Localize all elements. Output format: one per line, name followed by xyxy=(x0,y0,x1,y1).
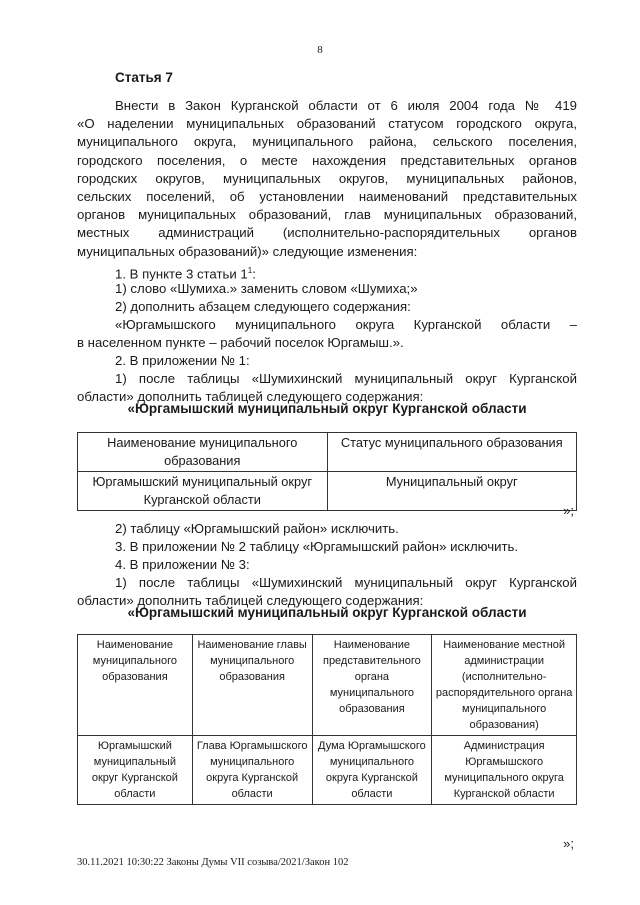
table-2 xyxy=(77,634,577,805)
item-1-text: 1. В пункте 3 статьи 1 xyxy=(115,266,248,282)
item-4-1-line: области» дополнить таблицей следующего содержания: xyxy=(77,593,424,609)
item-4: 4. В приложении № 3: xyxy=(115,557,250,572)
table-cell: Юргамышский муниципальный округ Курганской области xyxy=(78,472,328,511)
quote-end: »; xyxy=(563,503,574,518)
table-2-title: «Юргамышский муниципальный округ Курганской области xyxy=(127,605,527,620)
table-1 xyxy=(77,432,577,511)
intro-line: городского поселения, о месте нахождения представительных органов xyxy=(77,152,577,168)
table-cell: Наименование представительного органа муниципального образования xyxy=(312,635,432,736)
table-cell: Наименование муниципального образования xyxy=(78,635,193,736)
item-2: 2. В приложении № 1: xyxy=(115,353,250,368)
table-cell: Глава Юргамышского муниципального округа Курганской области xyxy=(192,736,312,805)
item-2-1-line: области» дополнить таблицей следующего содержания: xyxy=(77,389,424,405)
table-cell: Наименование главы муниципального образования xyxy=(192,635,312,736)
intro-line: Внести в Закон Курганской области от 6 июля 2004 года № 419 xyxy=(115,98,577,113)
page-number: 8 xyxy=(317,44,323,56)
item-3: 3. В приложении № 2 таблицу «Юргамышский район» исключить. xyxy=(115,539,519,554)
intro-line: местных администраций (исполнительно-распорядительных органов xyxy=(77,225,577,241)
intro-line: сельских поселений, об установлении наименований представительных xyxy=(77,189,577,205)
item-4-1-line: 1) после таблицы «Шумихинский муниципальный округ Курганской xyxy=(115,575,577,590)
table-cell: Муниципальный округ xyxy=(327,472,577,511)
table-cell: Дума Юргамышского муниципального округа Курганской области xyxy=(312,736,432,805)
quote-end: »; xyxy=(563,836,574,851)
intro-line: муниципальных образований)» следующие изменения: xyxy=(77,243,418,259)
table-cell: Юргамышский муниципальный округ Курганской области xyxy=(78,736,193,805)
table-cell: Администрация Юргамышского муниципального округа Курганской области xyxy=(432,736,577,805)
footer-stamp: 30.11.2021 10:30:22 Законы Думы VII созыва/2021/Закон 102 xyxy=(77,857,349,868)
table-cell: Наименование муниципального образования xyxy=(78,433,328,472)
intro-line: «О наделении муниципальных образований статусом городского округа, xyxy=(77,116,577,132)
quote-line: «Юргамышского муниципального округа Курганской области – xyxy=(115,317,577,332)
article-title: Статья 7 xyxy=(115,70,173,85)
item-1-suffix: : xyxy=(252,266,256,282)
table-row xyxy=(78,635,577,736)
quote-block xyxy=(77,316,577,352)
quote-line: в населенном пункте – рабочий поселок Юргамыш.». xyxy=(77,335,404,351)
table-cell: Статус муниципального образования xyxy=(327,433,577,472)
intro-line: городских округов, муниципальных округов, муниципальных районов, xyxy=(77,170,577,186)
item-1-1: 1) слово «Шумиха.» заменить словом «Шумиха;» xyxy=(115,281,418,296)
item-1-2: 2) дополнить абзацем следующего содержания: xyxy=(115,299,411,314)
item-2-1-line: 1) после таблицы «Шумихинский муниципальный округ Курганской xyxy=(115,371,577,386)
item-2-2: 2) таблицу «Юргамышский район» исключить. xyxy=(115,521,399,536)
intro-line: муниципального округа, муниципального района, сельского поселения, xyxy=(77,134,577,150)
table-cell: Наименование местной администрации (исполнительно-распорядительного органа муниципального образования) xyxy=(432,635,577,736)
table-1-title: «Юргамышский муниципальный округ Курганской области xyxy=(127,401,527,416)
table-row xyxy=(78,433,577,472)
intro-line: органов муниципальных образований, глав муниципальных образований, xyxy=(77,207,577,223)
item-1-sup: 1 xyxy=(247,266,253,275)
intro-paragraph xyxy=(77,97,577,261)
table-row xyxy=(78,736,577,805)
table-row xyxy=(78,472,577,511)
